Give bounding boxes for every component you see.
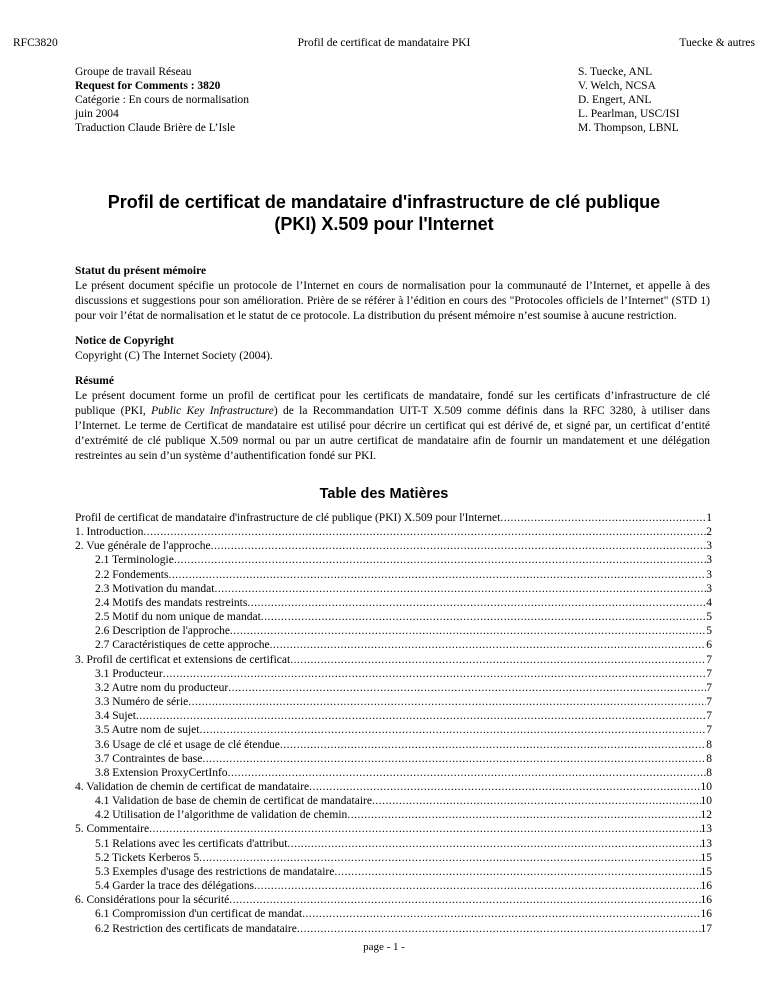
toc-entry (75, 752, 712, 766)
toc-entry-page-number: 16 (700, 880, 712, 893)
toc-entry-page-number: 13 (700, 837, 712, 850)
masthead-author-line: L. Pearlman, USC/ISI (578, 108, 680, 120)
running-header-title: Profil de certificat de mandataire PKI (297, 37, 471, 49)
masthead-left-line: Catégorie : En cours de normalisation (75, 94, 250, 106)
page-footer: page - 1 - (363, 941, 405, 953)
section-resume-body (75, 389, 710, 464)
toc-entry-label: 2.5 Motif du nom unique de mandat (95, 611, 261, 624)
toc-entry (75, 624, 712, 638)
toc-entry-label: 4.1 Validation de base de chemin de certificat de mandataire (95, 795, 372, 808)
toc-entry-page-number: 6 (706, 639, 712, 652)
toc-entry (75, 511, 712, 525)
toc-entry (75, 681, 712, 695)
toc-entry-label: 3.7 Contraintes de base (95, 752, 203, 765)
running-header-authors: Tuecke & autres (679, 37, 755, 49)
toc-entry-label: 3.2 Autre nom du producteur (95, 681, 229, 694)
toc-title: Table des Matières (319, 486, 449, 502)
toc-entry (75, 794, 712, 808)
toc-entry-label: 2.1 Terminologie (95, 554, 174, 567)
toc-entry (75, 596, 712, 610)
toc-leader-dots (287, 837, 700, 851)
toc-leader-dots (270, 638, 707, 652)
toc-leader-dots (143, 525, 706, 539)
toc-leader-dots (230, 624, 706, 638)
toc-entry (75, 780, 712, 794)
running-header (0, 0, 768, 50)
toc-entry-page-number: 3 (706, 568, 712, 581)
toc-entry (75, 582, 712, 596)
toc-leader-dots (149, 822, 700, 836)
toc-leader-dots (247, 596, 706, 610)
resume-italic-phrase: Public Key Infrastructure (151, 405, 274, 417)
toc-entry-page-number: 1 (706, 512, 712, 524)
table-of-contents (75, 511, 712, 936)
toc-entry-label: 2. Vue générale de l'approche (75, 540, 211, 553)
toc-entry-page-number: 13 (700, 823, 712, 836)
toc-leader-dots (199, 723, 706, 737)
toc-leader-dots (280, 738, 706, 752)
masthead-left-line: Request for Comments : 3820 (75, 80, 221, 92)
masthead-author-line: V. Welch, NCSA (578, 80, 656, 92)
toc-entry-label: 3.5 Autre nom de sujet (95, 724, 200, 737)
toc-entry (75, 568, 712, 582)
toc-leader-dots (188, 695, 706, 709)
toc-entry-page-number: 8 (706, 752, 712, 765)
toc-entry (75, 879, 712, 893)
toc-entry (75, 525, 712, 539)
toc-leader-dots (302, 907, 700, 921)
toc-entry-page-number: 7 (706, 724, 712, 737)
toc-entry-label: 3.6 Usage de clé et usage de clé étendue (95, 738, 280, 751)
toc-entry-label: 2.2 Fondements (95, 568, 169, 581)
masthead-author-line: D. Engert, ANL (578, 94, 652, 106)
toc-entry (75, 837, 712, 851)
toc-entry-page-number: 7 (706, 681, 712, 694)
toc-entry (75, 822, 712, 836)
toc-entry-page-number: 10 (700, 795, 712, 808)
toc-entry-page-number: 3 (706, 554, 712, 567)
toc-leader-dots (136, 709, 706, 723)
page-title-line-2: (PKI) X.509 pour l'Internet (274, 214, 494, 234)
toc-entry-label: 2.3 Motivation du mandat (95, 582, 215, 595)
toc-entry-label: Profil de certificat de mandataire d'infrastructure de clé publique (PKI) X.509 pour l'Internet (75, 512, 501, 524)
resume-text-after-italic: ) de la Recommandation UIT-T X.509 comme définis dans la RFC 3280, à utiliser dans l’Internet. Le terme de Certificat de mandataire est utilisé pour décrire un certificat qui est dérivé de, et signé par, un certificat d’entité d’extrémité de clé publique X.509 normal ou par un autre certificat de mandataire afin de fournir un mandatement et une délégation restreintes au sein d’un système d’authentification fondé sur PKI. (75, 405, 711, 462)
toc-entry-label: 3.1 Producteur (95, 667, 163, 680)
toc-leader-dots (261, 610, 706, 624)
toc-entry-page-number: 2 (706, 526, 712, 539)
toc-entry (75, 695, 712, 709)
section-statut-body: Le présent document spécifie un protocole de l’Internet en cours de normalisation pour la communauté de l’Internet, et appelle à des discussions et suggestions pour son amélioration. Prière de se référer à l’édition en cours des "Protocoles officiels de l’Internet" (STD 1) pour voir l’état de normalisation et le statut de ce protocole. La distribution du présent mémoire n’est soumise à aucune restriction. (75, 280, 710, 322)
toc-entry (75, 539, 712, 553)
toc-leader-dots (214, 582, 706, 596)
toc-entry-label: 5. Commentaire (75, 823, 150, 836)
toc-entry (75, 723, 712, 737)
section-resume (75, 374, 710, 464)
toc-leader-dots (163, 667, 707, 681)
toc-leader-dots (334, 865, 700, 879)
masthead-left-line: Traduction Claude Brière de L’Isle (75, 122, 236, 134)
document-body (75, 264, 710, 464)
section-statut (75, 264, 710, 324)
toc-leader-dots (290, 653, 706, 667)
toc-leader-dots (229, 893, 700, 907)
masthead-author-line: M. Thompson, LBNL (578, 122, 679, 134)
toc-entry (75, 738, 712, 752)
masthead (0, 65, 768, 135)
toc-entry-page-number: 15 (700, 865, 712, 878)
toc-entry-label: 4.2 Utilisation de l’algorithme de validation de chemin (95, 809, 348, 822)
toc-entry (75, 865, 712, 879)
toc-entry-label: 5.4 Garder la trace des délégations (95, 880, 255, 893)
section-copyright-heading: Notice de Copyright (75, 335, 175, 347)
masthead-left-line: juin 2004 (75, 108, 119, 120)
toc-entry-label: 5.2 Tickets Kerberos 5 (95, 851, 200, 864)
toc-entry (75, 922, 712, 936)
masthead-left-line: Groupe de travail Réseau (75, 66, 192, 78)
toc-entry (75, 709, 712, 723)
section-copyright-body: Copyright (C) The Internet Society (2004). (75, 350, 273, 362)
toc-leader-dots (211, 539, 707, 553)
toc-entry (75, 808, 712, 822)
toc-entry-page-number: 8 (706, 766, 712, 779)
toc-entry-page-number: 10 (700, 780, 712, 793)
toc-entry (75, 553, 712, 567)
toc-entry-page-number: 7 (706, 710, 712, 723)
toc-leader-dots (309, 780, 700, 794)
toc-entry-label: 6. Considérations pour la sécurité (75, 894, 230, 907)
toc-entry-page-number: 3 (706, 582, 712, 595)
toc-entry-label: 3.4 Sujet (95, 710, 136, 723)
toc-leader-dots (254, 879, 700, 893)
toc-entry (75, 893, 712, 907)
toc-leader-dots (202, 752, 706, 766)
toc-entry-page-number: 16 (700, 908, 712, 921)
toc-entry-page-number: 4 (706, 596, 712, 609)
toc-leader-dots (347, 808, 700, 822)
toc-entry (75, 766, 712, 780)
toc-entry (75, 610, 712, 624)
toc-entry-label: 3.8 Extension ProxyCertInfo (95, 766, 228, 779)
toc-entry-label: 6.1 Compromission d'un certificat de mandat (95, 908, 303, 921)
toc-leader-dots (372, 794, 701, 808)
toc-entry-page-number: 17 (700, 922, 712, 935)
toc-entry-label: 5.1 Relations avec les certificats d'attribut (95, 837, 288, 850)
section-copyright (75, 334, 710, 364)
resume-text-before-italic: Le présent document forme un profil de certificat pour les certificats de mandataire, fondé sur les certificats d’infrastructure de clé publique (PKI, (75, 390, 710, 417)
toc-entry (75, 851, 712, 865)
toc-entry-label: 6.2 Restriction des certificats de mandataire (95, 922, 297, 935)
toc-entry-page-number: 16 (700, 894, 712, 907)
toc-entry-label: 1. Introduction (75, 526, 144, 539)
toc-entry (75, 638, 712, 652)
toc-leader-dots (500, 511, 706, 525)
toc-leader-dots (228, 766, 707, 780)
toc-leader-dots (228, 681, 706, 695)
toc-entry (75, 667, 712, 681)
masthead-author-line: S. Tuecke, ANL (578, 66, 653, 78)
toc-entry-label: 2.6 Description de l'approche (95, 625, 230, 638)
toc-leader-dots (174, 553, 706, 567)
toc-entry-label: 4. Validation de chemin de certificat de mandataire (75, 780, 310, 793)
toc-entry-label: 2.7 Caractéristiques de cette approche (95, 639, 270, 652)
masthead-author-column (578, 65, 680, 135)
toc-leader-dots (199, 851, 700, 865)
page-title-line-1: Profil de certificat de mandataire d'infrastructure de clé publique (107, 192, 661, 212)
toc-entry-page-number: 12 (700, 809, 712, 822)
toc-leader-dots (297, 922, 701, 936)
toc-entry (75, 907, 712, 921)
masthead-left-column (75, 65, 249, 135)
page-title (0, 191, 768, 235)
toc-entry-label: 2.4 Motifs des mandats restreints (95, 596, 248, 609)
toc-entry-label: 3. Profil de certificat et extensions de certificat (75, 653, 291, 666)
section-statut-heading: Statut du présent mémoire (75, 265, 207, 277)
toc-entry-page-number: 5 (706, 625, 712, 638)
toc-entry-page-number: 7 (706, 696, 712, 709)
toc-entry-page-number: 7 (706, 653, 712, 666)
toc-entry (75, 653, 712, 667)
toc-entry-page-number: 7 (706, 667, 712, 680)
toc-entry-page-number: 5 (706, 611, 712, 624)
toc-leader-dots (168, 568, 706, 582)
toc-entry-label: 5.3 Exemples d'usage des restrictions de mandataire (95, 865, 335, 878)
toc-entry-label: 3.3 Numéro de série (95, 696, 189, 709)
toc-entry-page-number: 3 (706, 540, 712, 553)
toc-entry-page-number: 8 (706, 738, 712, 751)
section-resume-heading: Résumé (75, 375, 114, 387)
toc-entry-page-number: 15 (700, 851, 712, 864)
running-header-doc-id: RFC3820 (13, 37, 58, 49)
